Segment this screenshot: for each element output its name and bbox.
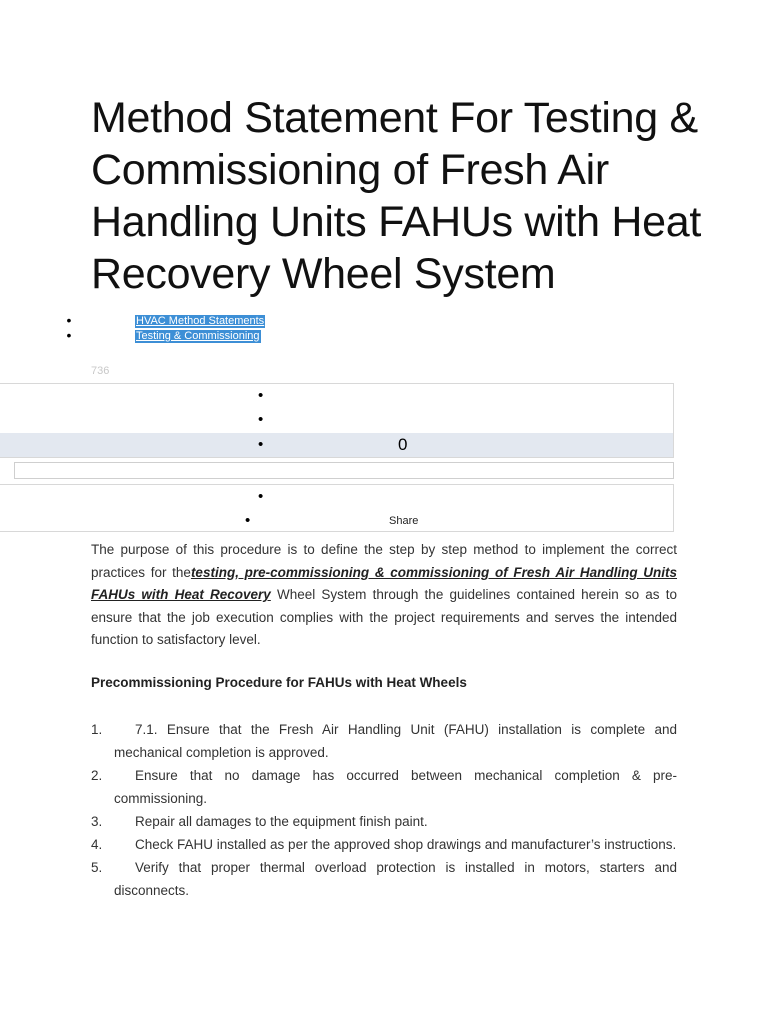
step-text: Repair all damages to the equipment finish paint.	[135, 814, 428, 829]
list-item	[91, 833, 677, 856]
article-body	[91, 539, 677, 652]
intro-paragraph	[91, 539, 677, 652]
step-text: Ensure that no damage has occurred between mechanical completion & pre-commissioning.	[114, 768, 677, 806]
embed-field[interactable]	[14, 462, 674, 479]
list-item	[91, 856, 677, 902]
step-number: 3.	[91, 814, 103, 829]
category-link-testing[interactable]: Testing & Commissioning	[136, 330, 260, 342]
bullet-icon: •	[258, 436, 264, 453]
step-number: 4.	[91, 837, 103, 852]
action-item-comments[interactable]	[0, 433, 673, 457]
category-list	[0, 313, 400, 343]
action-item[interactable]	[0, 384, 673, 408]
action-item[interactable]	[0, 408, 673, 432]
share-menu	[0, 484, 674, 532]
share-button[interactable]: Share	[389, 515, 419, 527]
bullet-icon: •	[258, 488, 264, 505]
comment-count: 0	[398, 435, 408, 454]
action-menu	[0, 383, 674, 458]
intro-emphasis: testing, pre-commissioning & commissioning of Fresh Air Handling Units FAHUs with Heat Recovery	[91, 564, 678, 602]
page-title: Method Statement For Testing & Commissioning of Fresh Air Handling Units FAHUs with Heat Recovery Wheel System	[91, 94, 701, 298]
bullet-icon: •	[66, 312, 72, 328]
view-count: 736	[91, 365, 110, 377]
step-text: Verify that proper thermal overload protection is installed in motors, starters and disconnects.	[114, 860, 677, 898]
step-number: 1.	[91, 722, 103, 737]
procedure-list	[91, 718, 677, 902]
step-text: Check FAHU installed as per the approved shop drawings and manufacturer’s instructions.	[135, 837, 677, 852]
intro-text: The purpose of this procedure is to define the step by step method to implement the correct practices for the	[91, 542, 677, 580]
category-item	[0, 328, 400, 343]
section-heading: Precommissioning Procedure for FAHUs with Heat Wheels	[91, 675, 467, 690]
step-text: 7.1. Ensure that the Fresh Air Handling Unit (FAHU) installation is complete and mechanical completion is approved.	[114, 722, 677, 760]
bullet-icon: •	[258, 387, 264, 404]
list-item	[91, 810, 677, 833]
category-item	[0, 313, 400, 328]
step-number: 2.	[91, 768, 103, 783]
bullet-icon: •	[245, 512, 251, 529]
list-item	[91, 764, 677, 810]
list-item	[91, 718, 677, 764]
bullet-icon: •	[258, 411, 264, 428]
bullet-icon: •	[66, 327, 72, 343]
step-number: 5.	[91, 860, 103, 875]
category-link-hvac[interactable]: HVAC Method Statements	[136, 315, 265, 327]
intro-text-end: Wheel System through the guidelines contained herein so as to ensure that the job execution complies with the project requirements and serves the intended function to satisfactory level.	[91, 587, 677, 647]
